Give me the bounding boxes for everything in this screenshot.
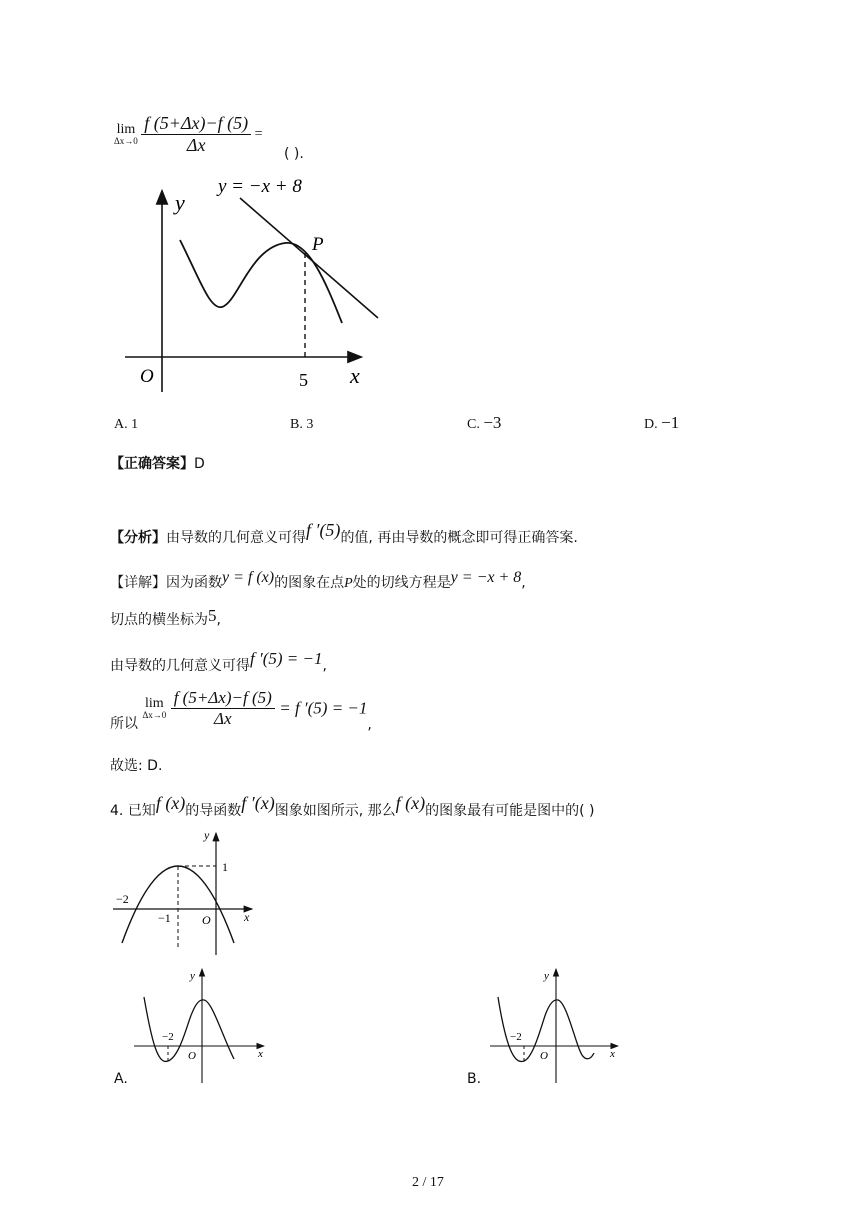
option-letter: A. <box>114 417 128 432</box>
tangent-line <box>240 198 378 318</box>
detail-line-4 <box>110 688 372 733</box>
q4-option-b-letter[interactable]: B. <box>467 1071 482 1087</box>
detail-text: , <box>216 612 221 628</box>
detail-line-3 <box>110 649 327 675</box>
q4-text: 图象如图所示, 那么 <box>274 803 396 819</box>
detail-point: P <box>344 576 353 591</box>
tick-5-label: 5 <box>299 370 308 390</box>
q4-text: 的导函数 <box>185 803 242 819</box>
y-axis-label: y <box>175 190 185 215</box>
x-label: x <box>258 1048 263 1060</box>
origin-label: O <box>188 1050 196 1062</box>
detail-line-5: 故选: D. <box>110 758 163 774</box>
minus-one-label: −1 <box>158 911 171 925</box>
detail-text: 切点的横坐标为 <box>110 612 208 628</box>
detail-line-2 <box>110 606 221 629</box>
detail-line-1 <box>110 569 526 592</box>
page-number: 2 / 17 <box>412 1175 444 1190</box>
option-value: −3 <box>483 413 502 432</box>
q4-option-a-graph[interactable] <box>130 965 270 1085</box>
lim-operator: lim Δx→0 <box>114 122 138 146</box>
q4-option-b-graph[interactable] <box>488 965 628 1085</box>
origin-label: O <box>202 913 211 927</box>
detail-expr: f ′(5) = −1 <box>250 649 323 668</box>
difference-quotient: $\frac{f (5+\Delta x)-f (5)}{\Delta x}$ <box>141 113 251 156</box>
option-b[interactable] <box>290 417 313 433</box>
one-label: 1 <box>222 860 228 874</box>
equals-sign: = <box>254 126 263 142</box>
detail-func: y = f (x) <box>222 569 275 586</box>
q4-func: f (x) <box>395 793 426 813</box>
answer-value: D <box>194 456 205 472</box>
analysis-line <box>110 520 578 547</box>
detail-label: 【详解】 <box>110 575 166 591</box>
detail-value: 5 <box>208 606 217 625</box>
correct-answer <box>110 453 205 473</box>
option-c[interactable] <box>467 413 501 433</box>
detail-text: 因为函数 <box>166 575 222 591</box>
q4-text: 已知 <box>127 803 156 819</box>
y-label: y <box>544 970 549 982</box>
option-d[interactable] <box>644 413 679 433</box>
point-p-label: P <box>312 234 324 255</box>
detail-text: 的图象在点 <box>274 575 345 591</box>
analysis-text: 由导数的几何意义可得 <box>166 530 306 546</box>
detail-text: , <box>367 716 372 733</box>
origin-label: O <box>140 366 154 387</box>
y-label: y <box>190 970 195 982</box>
answer-label: 【正确答案】 <box>110 456 194 472</box>
option-value: −1 <box>661 413 680 432</box>
option-letter: C. <box>467 417 480 432</box>
detail-text: 所以 <box>110 715 138 732</box>
minus-two-label: −2 <box>116 892 129 906</box>
detail-expr: = f ′(5) = −1 <box>279 698 368 718</box>
analysis-text-2: 的值, 再由导数的概念即可得正确答案. <box>340 530 578 546</box>
q3-limit-expression <box>114 113 263 156</box>
q3-blank: ( ). <box>284 146 304 162</box>
x-axis-label: x <box>350 363 360 388</box>
detail-text: , <box>322 658 327 674</box>
detail-text: , <box>521 575 526 591</box>
difference-quotient: $\frac{f (5+\Delta x)-f (5)}{\Delta x}$ <box>171 688 275 729</box>
detail-text: 由导数的几何意义可得 <box>110 658 250 674</box>
q4-deriv: f ′(x) <box>241 793 275 813</box>
q4-derivative-graph <box>110 825 270 960</box>
x-label: x <box>610 1048 615 1060</box>
option-a[interactable] <box>114 417 138 433</box>
option-value: 1 <box>131 417 139 432</box>
tangent-label: y = −x + 8 <box>218 176 302 197</box>
y-label: y <box>204 828 210 842</box>
minus-two-label: −2 <box>510 1031 522 1043</box>
question-number: 4. <box>110 803 124 819</box>
option-letter: D. <box>644 417 658 432</box>
q4-stem <box>110 793 595 820</box>
minus-two-label: −2 <box>162 1031 174 1043</box>
option-letter: B. <box>290 417 303 432</box>
analysis-expr: f ′(5) <box>306 520 341 540</box>
origin-label: O <box>540 1050 548 1062</box>
lim-operator: lim Δx→0 <box>142 696 167 720</box>
option-value: 3 <box>306 417 314 432</box>
detail-tangent: y = −x + 8 <box>450 569 522 586</box>
q4-option-a-letter[interactable]: A. <box>114 1071 128 1087</box>
analysis-label: 【分析】 <box>110 530 166 546</box>
q4-func: f (x) <box>155 793 186 813</box>
q3-graph <box>120 170 390 395</box>
x-label: x <box>244 910 250 924</box>
detail-text: 处的切线方程是 <box>352 575 451 591</box>
q4-text: 的图象最有可能是图中的( ) <box>425 803 595 819</box>
